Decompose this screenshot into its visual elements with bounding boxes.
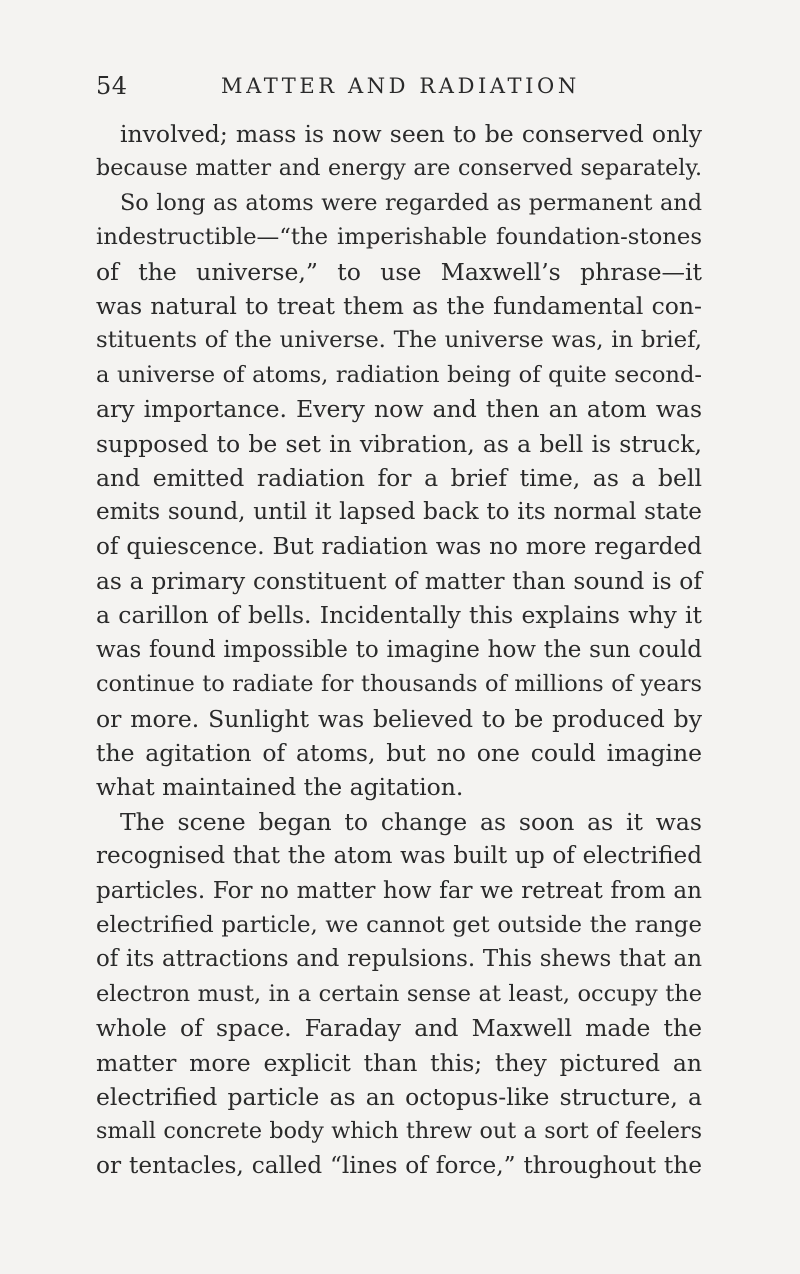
text-line: a carillon of bells. Incidentally this explains why it <box>96 601 702 630</box>
text-line: emits sound, until it lapsed back to its normal state <box>96 499 702 526</box>
text-line: of its attractions and repulsions. This shews that an <box>96 946 702 973</box>
text-line: particles. For no matter how far we retreat from an <box>96 877 702 904</box>
text-line: small concrete body which threw out a sort of feelers <box>96 1118 702 1145</box>
text-line: electrified particle as an octopus-like structure, a <box>96 1082 702 1111</box>
text-line: indestructible—“the imperishable foundation-stones <box>96 224 702 251</box>
text-line: continue to radiate for thousands of millions of years <box>96 671 702 698</box>
body-text <box>96 117 702 1183</box>
text-line: recognised that the atom was built up of electrified <box>96 843 702 870</box>
text-line: because matter and energy are conserved separately. <box>96 155 702 182</box>
text-line: what maintained the agitation. <box>96 773 464 802</box>
text-line: supposed to be set in vibration, as a bell is struck, <box>96 429 702 458</box>
text-line: So long as atoms were regarded as permanent and <box>120 189 702 216</box>
text-line: was natural to treat them as the fundamental con- <box>96 291 702 320</box>
text-line: and emitted radiation for a brief time, as a bell <box>96 463 702 492</box>
text-line: ary importance. Every now and then an atom was <box>96 395 702 424</box>
text-line: The scene began to change as soon as it was <box>120 807 702 836</box>
running-title: MATTER AND RADIATION <box>221 74 580 98</box>
page-number: 54 <box>96 72 128 100</box>
text-line: the agitation of atoms, but no one could imagine <box>96 739 702 768</box>
text-line: or more. Sunlight was believed to be produced by <box>96 704 702 733</box>
text-line: electron must, in a certain sense at least, occupy the <box>96 980 702 1007</box>
text-line: involved; mass is now seen to be conserved only <box>120 120 702 148</box>
text-line: whole of space. Faraday and Maxwell made the <box>96 1014 702 1043</box>
text-line: matter more explicit than this; they pictured an <box>96 1048 702 1077</box>
text-line: of quiescence. But radiation was no more regarded <box>96 533 702 560</box>
running-head <box>96 72 702 106</box>
text-line: stituents of the universe. The universe was, in brief, <box>96 327 702 354</box>
text-line: as a primary constituent of matter than sound is of <box>96 567 702 596</box>
text-line: electrified particle, we cannot get outside the range <box>96 911 702 938</box>
text-line: of the universe,” to use Maxwell’s phrase—it <box>96 257 702 286</box>
text-line: or tentacles, called “lines of force,” throughout the <box>96 1151 702 1179</box>
text-line: was found impossible to imagine how the sun could <box>96 636 702 663</box>
text-line: a universe of atoms, radiation being of quite second- <box>96 361 702 388</box>
